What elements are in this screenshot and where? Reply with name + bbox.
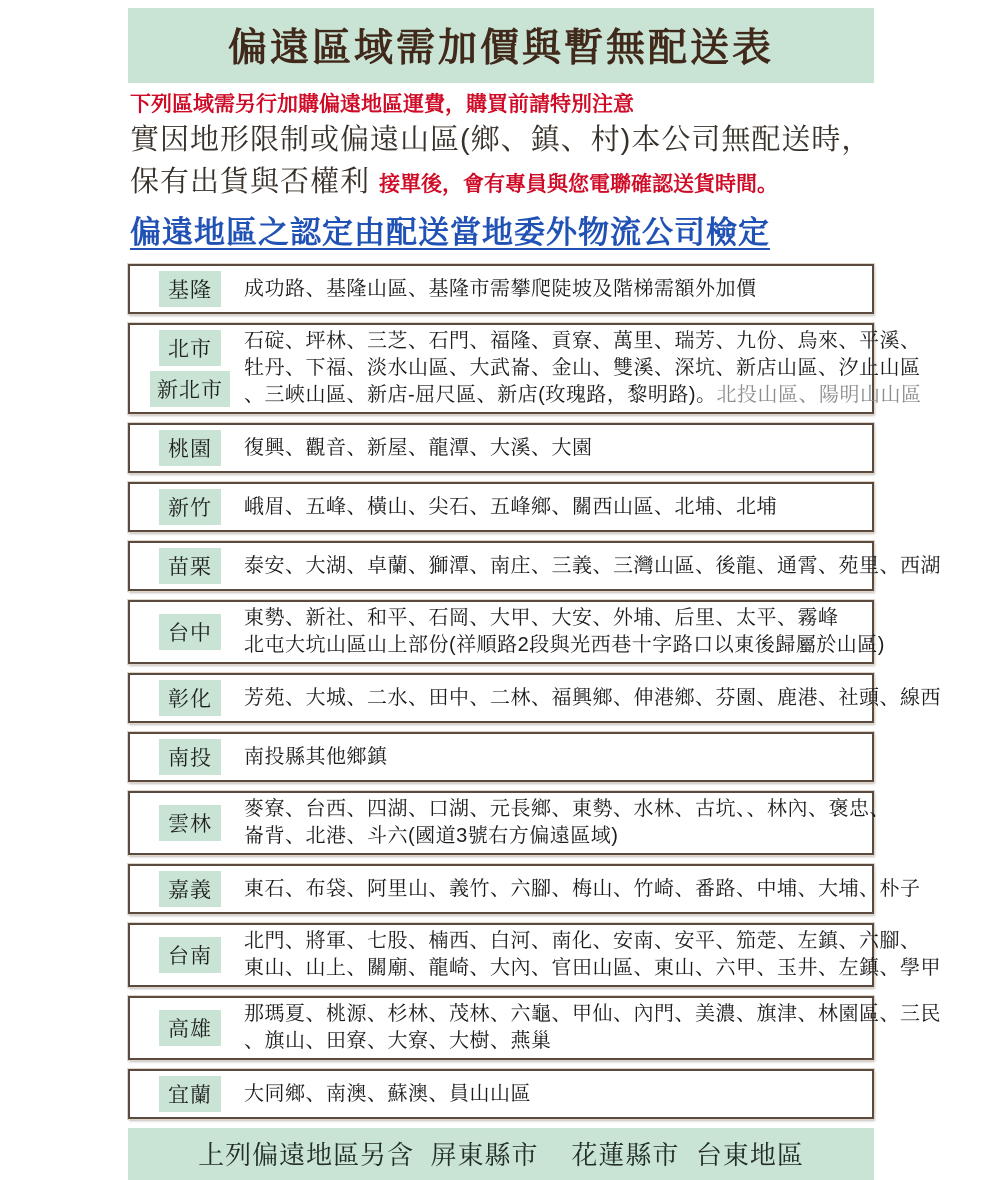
- region-content: [234, 796, 890, 850]
- table-row-miaoli: [128, 541, 941, 591]
- region-line: 東勢、新社、和平、石岡、大甲、大安、外埔、后里、太平、霧峰: [244, 607, 839, 629]
- region-content: [234, 685, 941, 712]
- region-label: 苗栗: [159, 548, 221, 584]
- region-line: 北屯大坑山區山上部份(祥順路2段與光西巷十字路口以東後歸屬於山區): [244, 634, 885, 656]
- region-content: [234, 494, 862, 521]
- region-label: 新竹: [159, 489, 221, 525]
- table-row-yunlin: [128, 791, 890, 855]
- red-notice-text: 下列區域需另行加購偏遠地區運費，購買前請特別注意: [130, 92, 634, 116]
- region-label: 基隆: [159, 271, 221, 307]
- region-label: 桃園: [159, 430, 221, 466]
- region-line: 大同鄉、南澳、蘇澳、員山山區: [244, 1082, 531, 1105]
- region-line: 牡丹、下福、淡水山區、大武崙、金山、雙溪、深坑、新店山區、汐止山區: [244, 357, 921, 379]
- region-label: 宜蘭: [159, 1076, 221, 1112]
- region-line: 泰安、大湖、卓蘭、獅潭、南庄、三義、三灣山區、後龍、通霄、苑里、西湖: [244, 554, 941, 577]
- table-row-hsinchu: [128, 482, 874, 532]
- table-row-taichung: [128, 600, 885, 664]
- delivery-notice-sheet: [128, 8, 941, 1180]
- region-line-black: 、三峽山區、新店-屈尺區、新店(玫瑰路，黎明路)。: [244, 384, 717, 406]
- region-line: 復興、觀音、新屋、龍潭、大溪、大園: [244, 436, 593, 459]
- table-row-kaohsiung: [128, 996, 941, 1060]
- region-line: 芳苑、大城、二水、田中、二林、福興鄉、伸港鄉、芬園、鹿港、社頭、線西: [244, 686, 941, 709]
- table-row-tainan: [128, 923, 941, 987]
- region-line: 成功路、基隆山區、基隆市需攀爬陡坡及階梯需額外加價: [244, 277, 757, 300]
- body-text-line2: [130, 162, 874, 204]
- region-label: 南投: [159, 739, 221, 775]
- region-line: 南投縣其他鄉鎮: [244, 745, 388, 768]
- region-label: 雲林: [159, 805, 221, 841]
- table-row-chiayi: [128, 864, 921, 914]
- region-label: 彰化: [159, 680, 221, 716]
- region-content: [234, 744, 862, 771]
- region-content: [234, 876, 921, 903]
- region-content: [234, 276, 862, 303]
- table-row-keelung: [128, 264, 874, 314]
- region-label: 嘉義: [159, 871, 221, 907]
- body-text-line2-black: 保有出貨與否權利: [130, 166, 380, 198]
- page-title: 偏遠區域需加價與暫無配送表: [128, 8, 874, 83]
- blue-heading: 偏遠地區之認定由配送當地委外物流公司檢定: [130, 215, 770, 250]
- table-row-changhua: [128, 673, 941, 723]
- region-line-gray: 北投山區、陽明山山區: [716, 384, 922, 406]
- region-content: [234, 553, 941, 580]
- region-content: [234, 1001, 941, 1055]
- region-content: [234, 1081, 862, 1108]
- table-row-nantou: [128, 732, 874, 782]
- region-label: 台南: [159, 937, 221, 973]
- region-content: [234, 435, 862, 462]
- region-table: [128, 264, 941, 1119]
- region-content: [234, 328, 921, 409]
- table-row-taipei: [128, 323, 922, 414]
- region-line: 石碇、坪林、三芝、石門、福隆、貢寮、萬里、瑞芳、九份、烏來、平溪、: [244, 330, 921, 352]
- region-line: 、旗山、田寮、大寮、大樹、燕巢: [244, 1030, 552, 1052]
- region-label: 新北市: [150, 371, 230, 407]
- region-line: 北門、將軍、七股、楠西、白河、南化、安南、安平、笳萣、左鎮、六腳、: [244, 930, 921, 952]
- region-label: 高雄: [159, 1010, 221, 1046]
- region-content: [234, 928, 941, 982]
- region-line: 東山、山上、關廟、龍崎、大內、官田山區、東山、六甲、玉井、左鎮、學甲: [244, 957, 941, 979]
- region-line: 那瑪夏、桃源、杉林、茂林、六龜、甲仙、內門、美濃、旗津、林園區、三民: [244, 1003, 941, 1025]
- body-text-line2-red: 接單後，會有專員與您電聯確認送貨時間。: [379, 172, 779, 196]
- region-line: 峨眉、五峰、橫山、尖石、五峰鄉、關西山區、北埔、北埔: [244, 495, 777, 518]
- footer-note: 上列偏遠地區另含 屏東縣市 花蓮縣市 台東地區: [128, 1128, 874, 1180]
- region-content: [234, 605, 885, 659]
- region-label: 北市: [159, 330, 221, 366]
- region-line: [244, 382, 921, 409]
- region-label: 台中: [159, 614, 221, 650]
- region-line: 麥寮、台西、四湖、口湖、元長鄉、東勢、水林、古坑、、林內、褒忠、: [244, 798, 890, 820]
- table-row-taoyuan: [128, 423, 874, 473]
- region-line: 崙背、北港、斗六(國道3號右方偏遠區域): [244, 825, 619, 847]
- region-line: 東石、布袋、阿里山、義竹、六腳、梅山、竹崎、番路、中埔、大埔、朴子: [244, 877, 921, 900]
- table-row-yilan: [128, 1069, 874, 1119]
- body-text-line1: 實因地形限制或偏遠山區(鄉、鎮、村)本公司無配送時，: [130, 124, 872, 156]
